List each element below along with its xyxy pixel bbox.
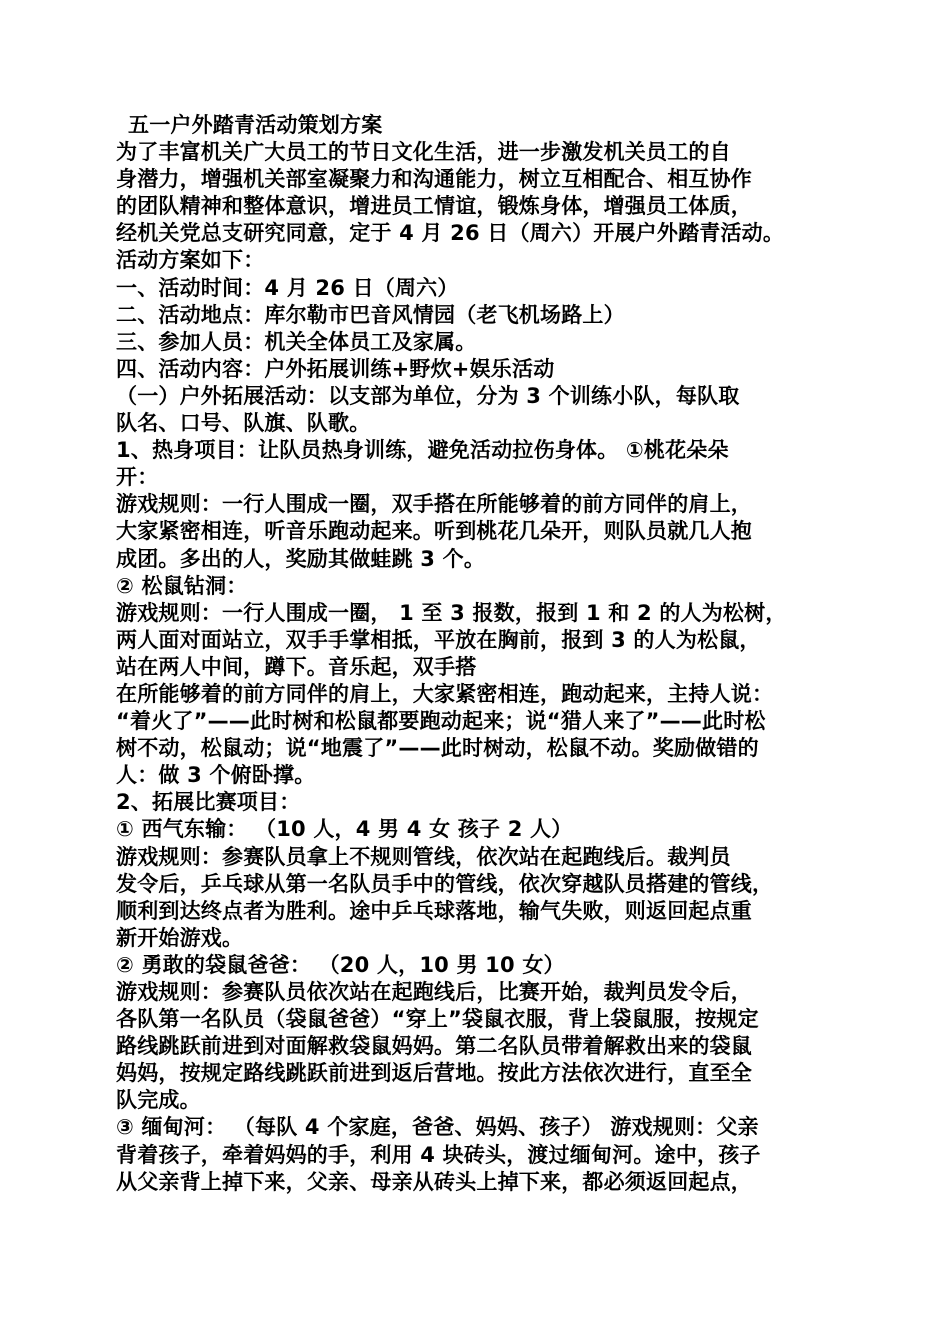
document-title: 五一户外踏青活动策划方案 xyxy=(128,113,383,137)
text-line: 两人面对面站立，双手手掌相抵，平放在胸前，报到 3 的人为松鼠， xyxy=(116,627,761,652)
text-line: 各队第一名队员（袋鼠爸爸）“穿上”袋鼠衣服，背上袋鼠服，按规定 xyxy=(116,1007,759,1032)
section-heading: 一、活动时间：4 月 26 日（周六） xyxy=(116,275,459,300)
text-line: 开： xyxy=(116,465,159,490)
text-line: 身潜力，增强机关部室凝聚力和沟通能力，树立互相配合、相互协作 xyxy=(116,167,752,192)
text-line: 路线跳跃前进到对面解救袋鼠妈妈。第二名队员带着解救出来的袋鼠 xyxy=(116,1034,752,1059)
text-line: 大家紧密相连，听音乐跑动起来。听到桃花几朵开，则队员就几人抱 xyxy=(116,519,752,544)
text-line: 为了丰富机关广大员工的节日文化生活，进一步激发机关员工的自 xyxy=(116,140,731,165)
section-heading: 四、活动内容：户外拓展训练+野炊+娱乐活动 xyxy=(116,356,555,381)
section-heading: 二、活动地点：库尔勒市巴音风情园（老飞机场路上） xyxy=(116,302,625,327)
text-line: （一）户外拓展活动：以支部为单位，分为 3 个训练小队，每队取 xyxy=(116,383,740,408)
text-line: 顺利到达终点者为胜利。途中乒乓球落地，输气失败，则返回起点重 xyxy=(116,898,752,923)
text-line: 从父亲背上掉下来，父亲、母亲从砖头上掉下来，都必须返回起点， xyxy=(116,1169,752,1194)
text-line: 发令后，乒乓球从第一名队员手中的管线，依次穿越队员搭建的管线， xyxy=(116,871,774,896)
text-line: 队完成。 xyxy=(116,1088,201,1113)
subsection-heading: ② 松鼠钻洞： xyxy=(116,573,248,598)
subsection-heading: ② 勇敢的袋鼠爸爸： （20 人，10 男 10 女） xyxy=(116,952,565,977)
text-line: 在所能够着的前方同伴的肩上，大家紧密相连，跑动起来，主持人说： xyxy=(116,681,774,706)
text-line: 成团。多出的人，奖励其做蛙跳 3 个。 xyxy=(116,546,486,571)
section-heading: 三、参加人员：机关全体员工及家属。 xyxy=(116,329,477,354)
text-line: 树不动，松鼠动；说“地震了”——此时树动，松鼠不动。奖励做错的 xyxy=(116,736,759,761)
subsection-heading: ③ 缅甸河： （每队 4 个家庭，爸爸、妈妈、孩子） 游戏规则：父亲 xyxy=(116,1115,759,1140)
text-line: 人：做 3 个俯卧撑。 xyxy=(116,763,316,788)
text-line: “着火了”——此时树和松鼠都要跑动起来；说“猎人来了”——此时松 xyxy=(116,709,766,734)
text-line: 1、热身项目：让队员热身训练，避免活动拉伤身体。 ①桃花朵朵 xyxy=(116,438,729,463)
subsection-heading: ① 西气东输： （10 人，4 男 4 女 孩子 2 人） xyxy=(116,817,573,842)
text-line: 游戏规则：一行人围成一圈， 1 至 3 报数，报到 1 和 2 的人为松树， xyxy=(116,600,787,625)
document-page xyxy=(116,112,846,1196)
text-line: 妈妈，按规定路线跳跃前进到返后营地。按此方法依次进行，直至全 xyxy=(116,1061,752,1086)
text-line: 站在两人中间，蹲下。音乐起，双手搭 xyxy=(116,654,477,679)
text-line: 游戏规则：一行人围成一圈，双手搭在所能够着的前方同伴的肩上， xyxy=(116,492,752,517)
text-line: 游戏规则：参赛队员依次站在起跑线后，比赛开始，裁判员发令后， xyxy=(116,980,752,1004)
text-line: 游戏规则：参赛队员拿上不规则管线，依次站在起跑线后。裁判员 xyxy=(116,844,731,869)
text-line: 活动方案如下： xyxy=(116,248,265,273)
subsection-heading: 2、拓展比赛项目： xyxy=(116,790,301,815)
text-line: 新开始游戏。 xyxy=(116,925,244,950)
text-line: 经机关党总支研究同意，定于 4 月 26 日（周六）开展户外踏青活动。 xyxy=(116,221,785,246)
text-line: 背着孩子，牵着妈妈的手，利用 4 块砖头，渡过缅甸河。途中，孩子 xyxy=(116,1142,761,1167)
text-line: 的团队精神和整体意识，增进员工情谊，锻炼身体，增强员工体质， xyxy=(116,194,752,219)
text-line: 队名、口号、队旗、队歌。 xyxy=(116,411,371,436)
